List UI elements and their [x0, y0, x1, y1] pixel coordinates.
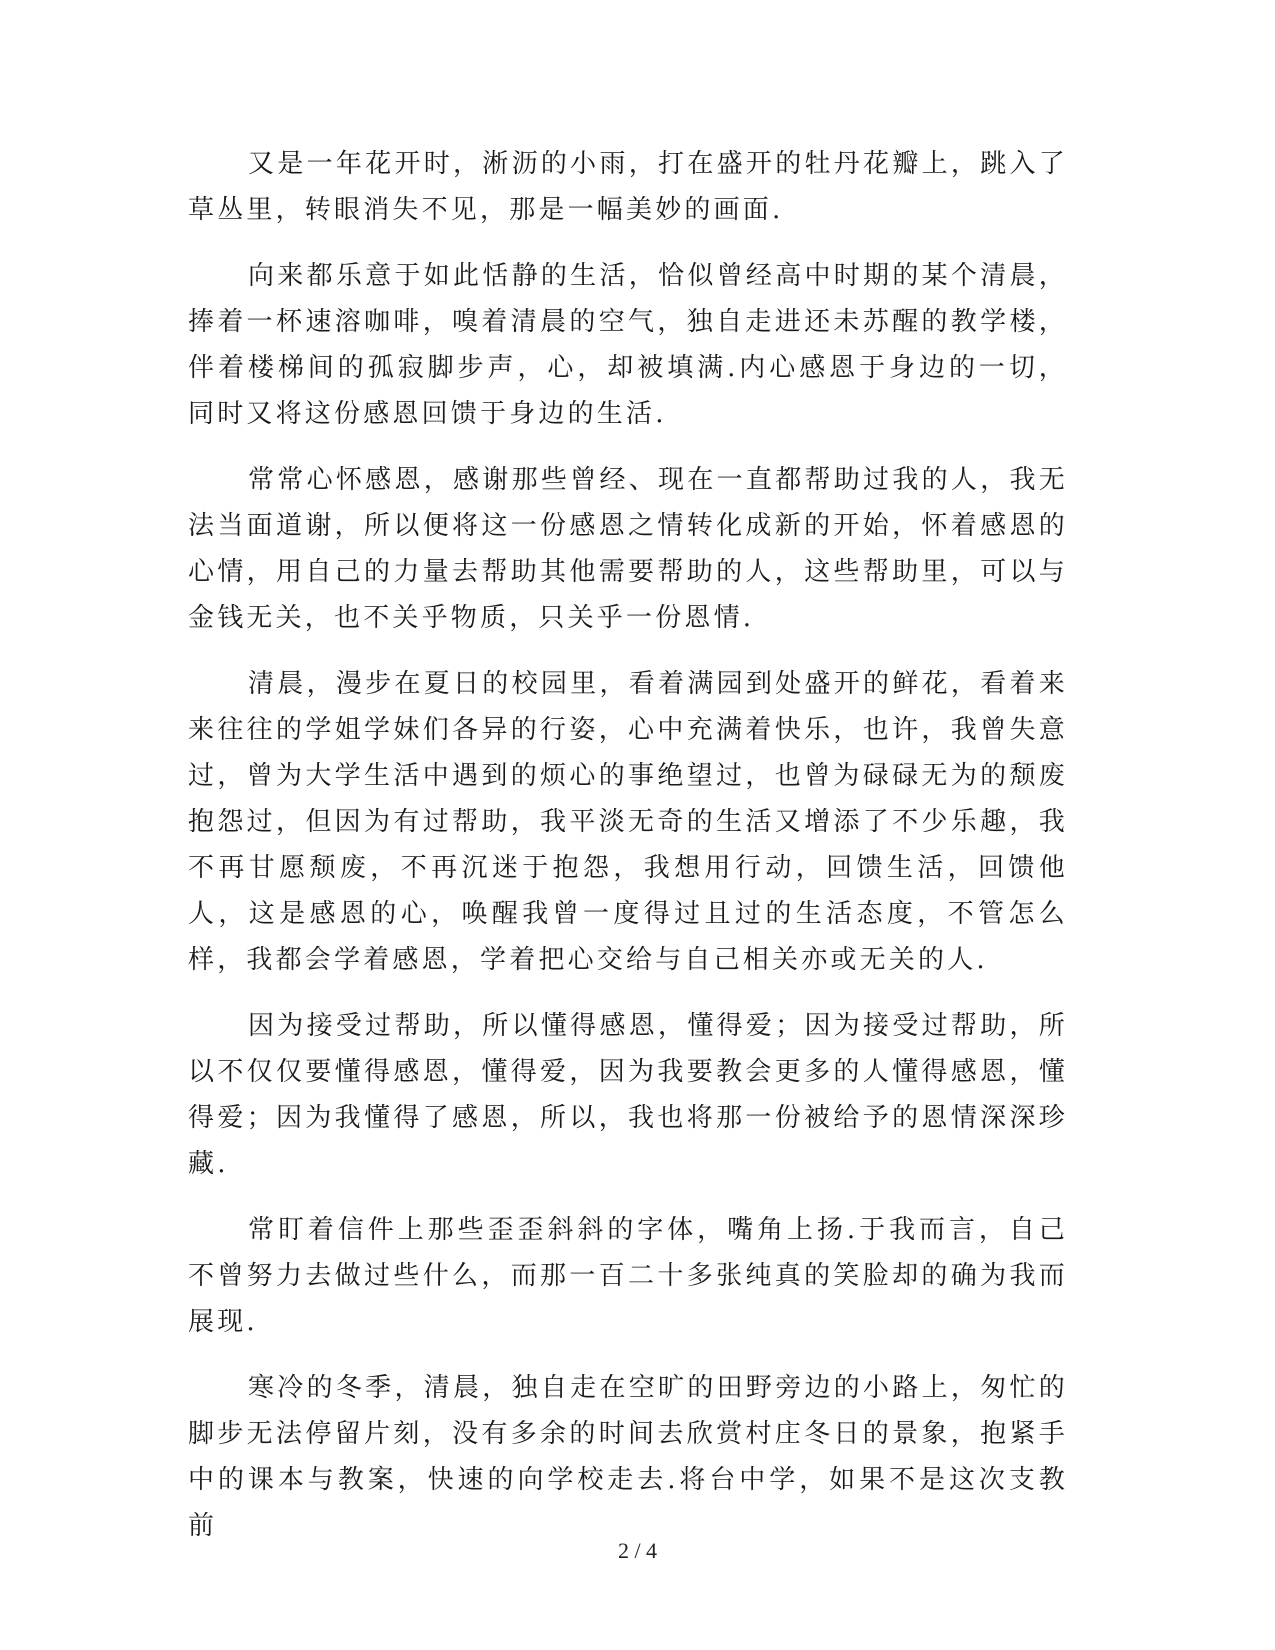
page-number: 2 / 4 [617, 1538, 658, 1563]
paragraph-1: 又是一年花开时，淅沥的小雨，打在盛开的牡丹花瓣上，跳入了草丛里，转眼消失不见，那是一幅美妙的画面. [188, 149, 1068, 225]
paragraph-7: 寒冷的冬季，清晨，独自走在空旷的田野旁边的小路上，匆忙的脚步无法停留片刻，没有多余的时间去欣赏村庄冬日的景象，抱紧手中的课本与教案，快速的向学校走去.将台中学，如果不是这次支教前 [188, 1373, 1068, 1541]
paragraph-5: 因为接受过帮助，所以懂得感恩，懂得爱；因为接受过帮助，所以不仅仅要懂得感恩，懂得爱，因为我要教会更多的人懂得感恩，懂得爱；因为我懂得了感恩，所以，我也将那一份被给予的恩情深深珍藏. [188, 1011, 1068, 1179]
paragraph-2: 向来都乐意于如此恬静的生活，恰似曾经高中时期的某个清晨，捧着一杯速溶咖啡，嗅着清晨的空气，独自走进还未苏醒的教学楼，伴着楼梯间的孤寂脚步声，心，却被填满.内心感恩于身边的一切，同时又将这份感恩回馈于身边的生活. [188, 261, 1068, 429]
paragraph-4: 清晨，漫步在夏日的校园里，看着满园到处盛开的鲜花，看着来来往往的学姐学妹们各异的行姿，心中充满着快乐，也许，我曾失意过，曾为大学生活中遇到的烦心的事绝望过，也曾为碌碌无为的颓废抱怨过，但因为有过帮助，我平淡无奇的生活又增添了不少乐趣，我不再甘愿颓废，不再沉迷于抱怨，我想用行动，回馈生活，回馈他人，这是感恩的心，唤醒我曾一度得过且过的生活态度，不管怎么样，我都会学着感恩，学着把心交给与自己相关亦或无关的人. [188, 669, 1068, 975]
paragraph-3: 常常心怀感恩，感谢那些曾经、现在一直都帮助过我的人，我无法当面道谢，所以便将这一份感恩之情转化成新的开始，怀着感恩的心情，用自己的力量去帮助其他需要帮助的人，这些帮助里，可以与金钱无关，也不关乎物质，只关乎一份恩情. [188, 465, 1068, 633]
paragraph-6: 常盯着信件上那些歪歪斜斜的字体，嘴角上扬.于我而言，自己不曾努力去做过些什么，而那一百二十多张纯真的笑脸却的确为我而展现. [188, 1215, 1068, 1337]
document-body [188, 141, 1068, 1569]
